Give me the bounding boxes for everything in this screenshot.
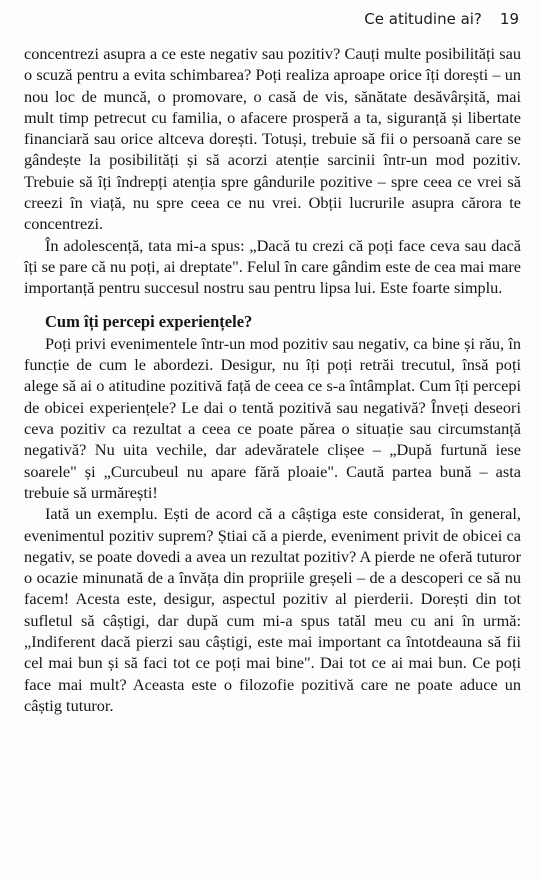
paragraph-continued: concentrezi asupra a ce este negativ sau pozitiv? Cauți multe posibilități sau o scuză pentru a evita schimbarea? Poți realiza aproape orice îți dorești – un nou loc de muncă, o promovare, o casă de vis, sănătate desăvârșită, mai mult timp petrecut cu familia, o afacere prosperă a ta, siguranță și libertate financiară sau orice altceva dorești. Totuși, trebuie să fii o persoană care se gândește la posibilități și să acorzi atenție sarcinii într-un mod pozitiv. Trebuie să îți îndrepți atenția spre gândurile pozitive – spre ceea ce vrei să creezi în viață, nu spre ceea ce nu vrei. Obții lucrurile asupra cărora te concentrezi. [24, 44, 521, 234]
page-number: 19 [499, 10, 519, 28]
page-body [24, 43, 521, 716]
section-heading: Cum îți percepi experiențele? [45, 311, 253, 331]
running-header [364, 10, 519, 32]
paragraph-adolescence: În adolescență, tata mi-a spus: „Dacă tu crezi că poți face ceva sau dacă îți se pare că nu poți, ai dreptate". Felul în care gândim este de cea mai mare importanță pentru succesul nostru sau pentru lipsa lui. Este foarte simplu. [24, 235, 521, 298]
running-title: Ce atitudine ai? [364, 10, 482, 28]
paragraph-perceive-events: Poți privi evenimentele într-un mod pozitiv sau negativ, ca bine și rău, în funcție de cum le abordezi. Desigur, nu îți poți retrăi trecutul, însă poți alege să ai o atitudine pozitivă față de ceea ce s-a întâmplat. Cum îți percepi de obicei experiențele? Le dai o tentă pozitivă sau negativă? Înveți deseori ceva pozitiv ca rezultat a ceea ce poate părea o situație sau circumstanță negativă? Nu uita vechile, dar adevăratele clișee – „După furtună iese soarele" și „Curcubeul nu apare fără ploaie". Caută partea bună – asta trebuie să urmărești! [24, 333, 521, 502]
paragraph-example: Iată un exemplu. Ești de acord că a câștiga este considerat, în general, evenimentul pozitiv suprem? Știai că a pierde, eveniment privit de obicei ca negativ, se poate dovedi a avea un rezultat pozitiv? A pierde ne oferă tuturor o ocazie minunată de a învăța din propriile greșeli – de a descoperi ce să nu facem! Acesta este, desigur, aspectul pozitiv al pierderii. Dorești din tot sufletul să câștigi, dar după cum mi-a spus tatăl meu cu ani în urmă: „Indiferent dacă pierzi sau câștigi, este mai important ca întotdeauna să fii cel mai bun și să faci tot ce poți mai bine". Dai tot ce ai mai bun. Ce poți face mai mult? Aceasta este o filozofie pozitivă care ne poate aduce un câștig tuturor. [24, 504, 521, 715]
